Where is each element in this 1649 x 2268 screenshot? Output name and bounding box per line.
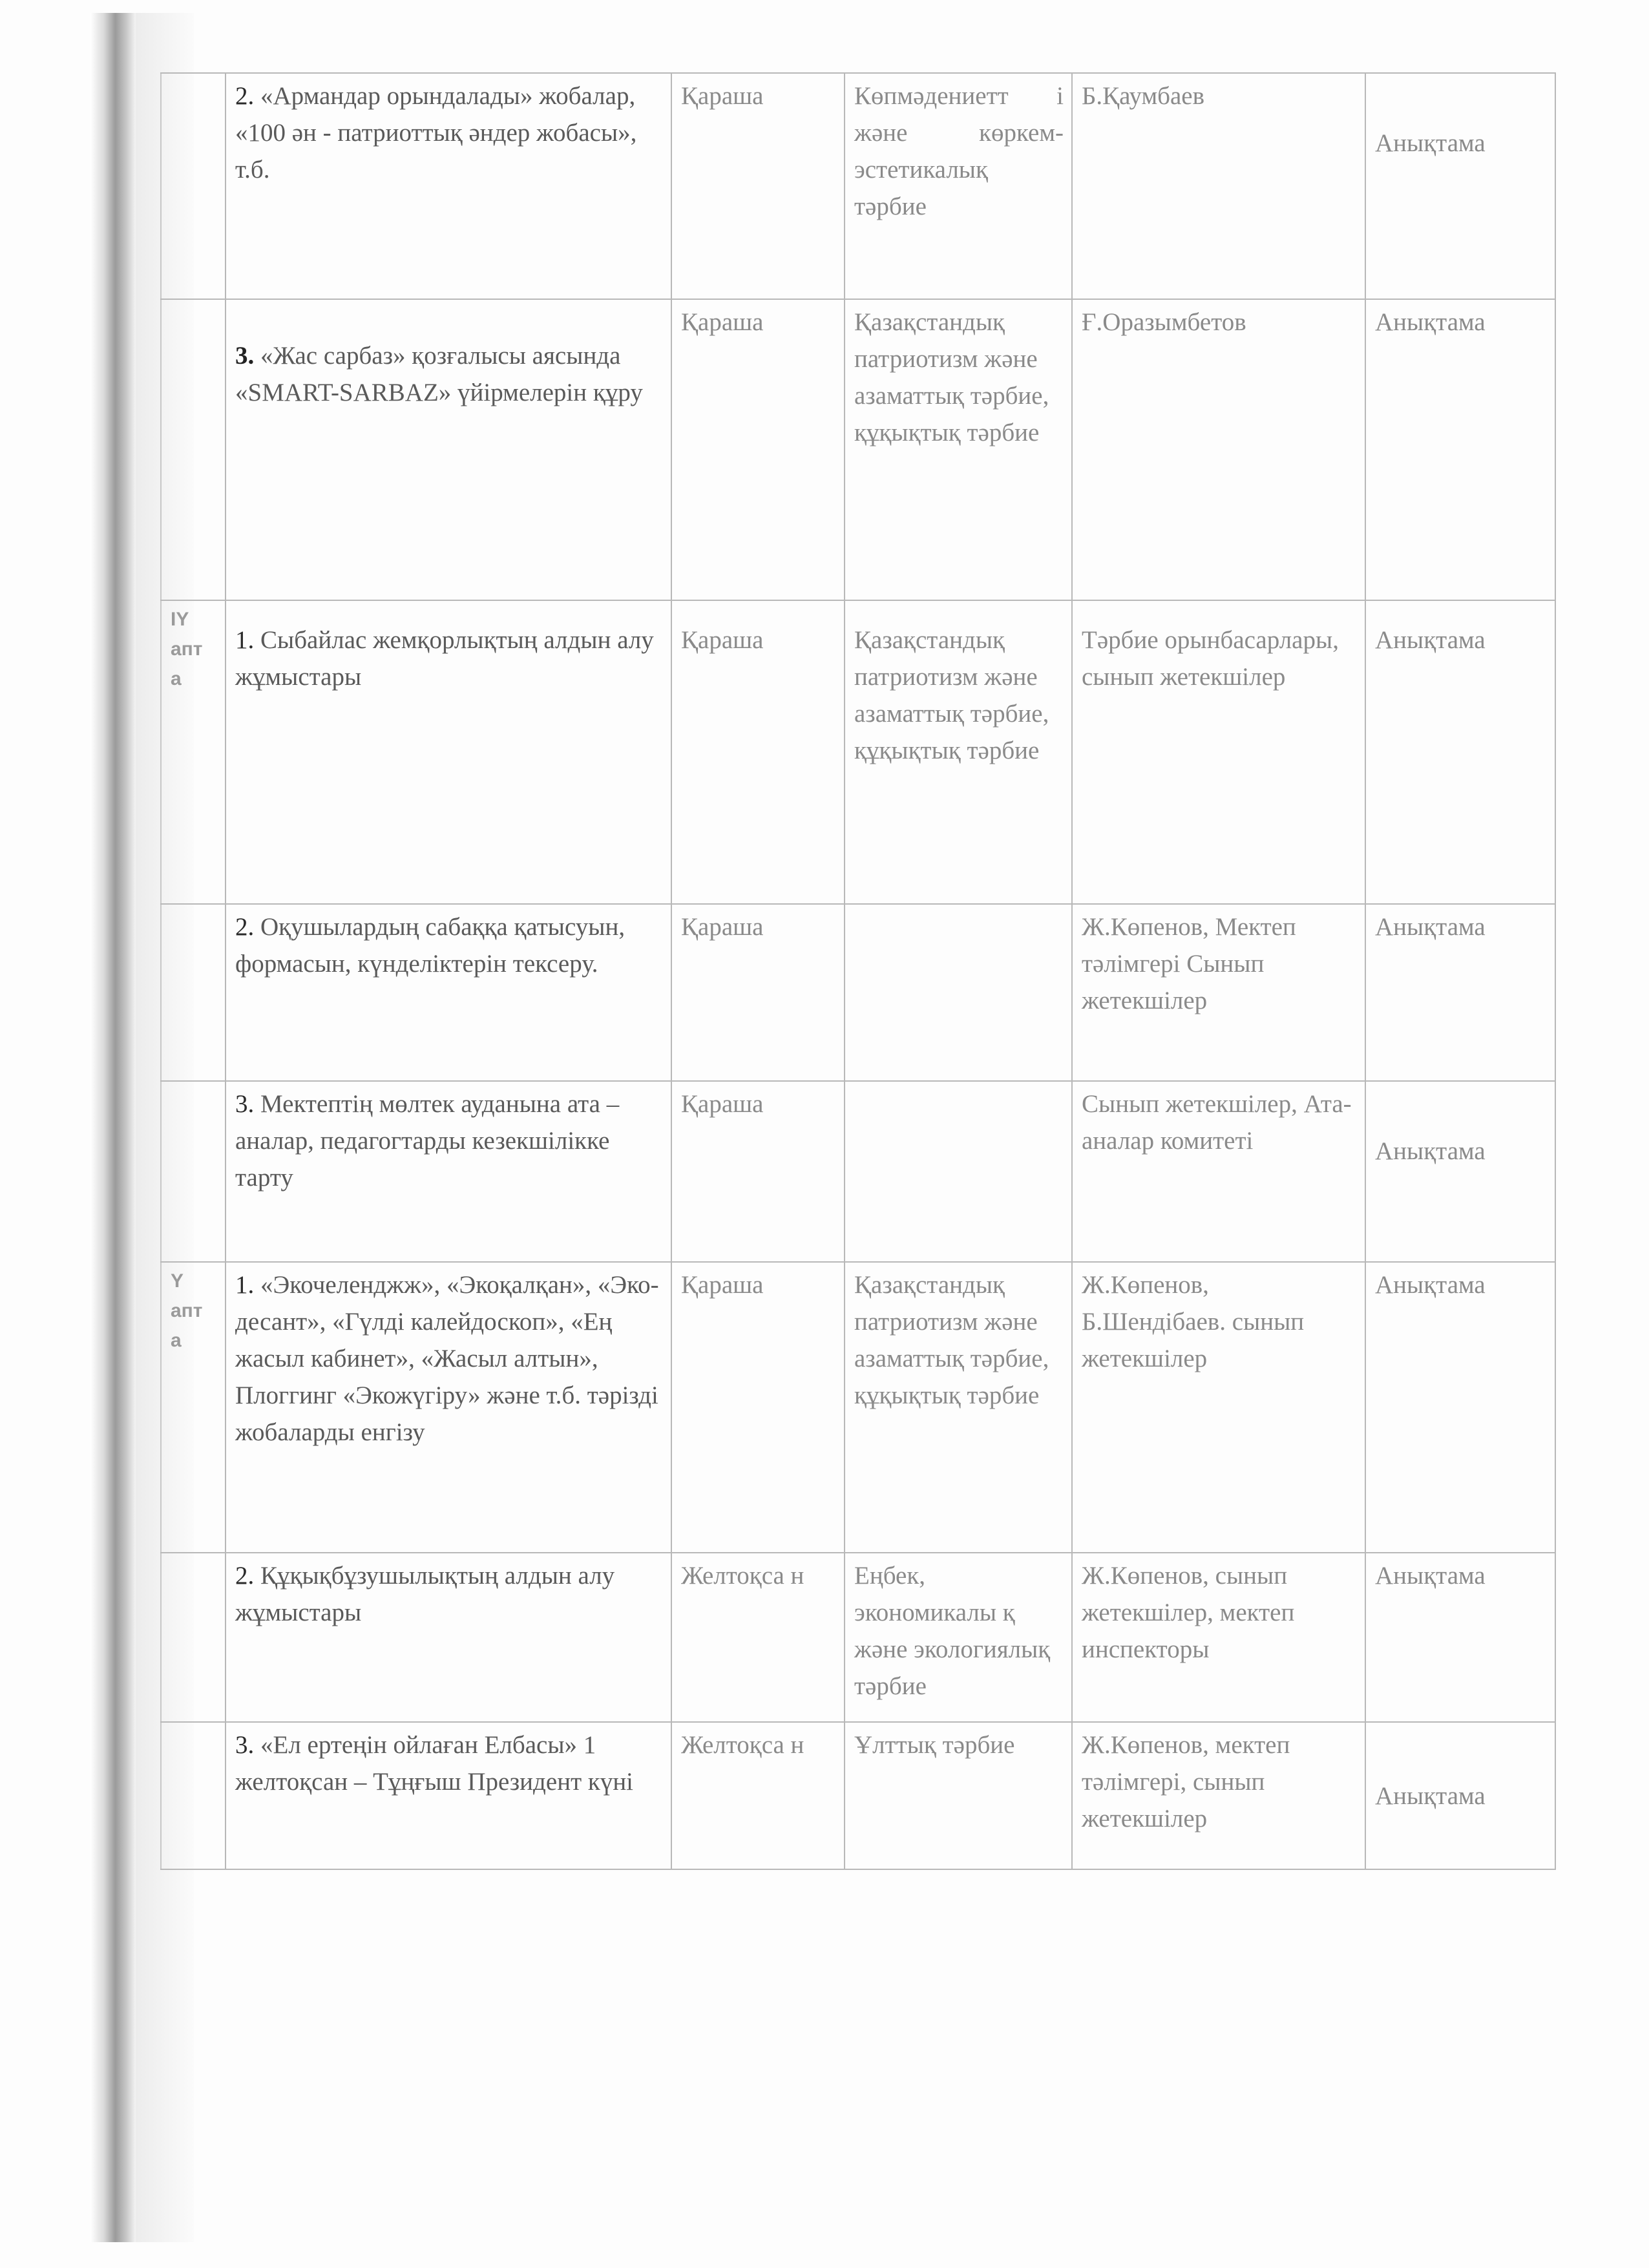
activity-number: 3. bbox=[235, 1090, 255, 1118]
direction-cell: Қазақстандық патриотизм және азаматтық тәрбие, құқықтық тәрбие bbox=[845, 299, 1072, 600]
work-plan-table bbox=[160, 72, 1556, 1870]
activity-text: Оқушылардың сабаққа қатысуын, формасын, күнделіктерін тексеру. bbox=[235, 913, 625, 978]
direction-cell: Қазақстандық патриотизм және азаматтық тәрбие, құқықтық тәрбие bbox=[845, 1262, 1072, 1553]
responsible-cell: Ж.Көпенов, сынып жетекшілер, мектеп инспекторы bbox=[1072, 1553, 1365, 1722]
activity-number: 3. bbox=[235, 1731, 255, 1759]
direction-cell: Еңбек, экономикалы қ және экологиялық тәрбие bbox=[845, 1553, 1072, 1722]
report-cell: Анықтама bbox=[1365, 1722, 1555, 1869]
activity-text: Сыбайлас жемқорлықтың алдын алу жұмыстары bbox=[235, 626, 654, 691]
activity-number: 2. bbox=[235, 1562, 255, 1590]
report-cell: Анықтама bbox=[1365, 73, 1555, 299]
week-cell bbox=[161, 1081, 226, 1262]
month-cell: Желтоқса н bbox=[671, 1553, 845, 1722]
activity-text: «Экочеленджж», «Экоқалқан», «Эко-десант», «Гүлді калейдоскоп», «Ең жасыл кабинет», «Жасыл алтын», Плоггинг «Экожүгіру» және т.б. тәрізді жобаларды енгізу bbox=[235, 1271, 659, 1446]
activity-number: 3. bbox=[235, 342, 255, 370]
report-cell: Анықтама bbox=[1365, 1081, 1555, 1262]
direction-cell: Ұлттық тәрбие bbox=[845, 1722, 1072, 1869]
month-cell: Қараша bbox=[671, 73, 845, 299]
month-cell: Қараша bbox=[671, 1262, 845, 1553]
week-cell bbox=[161, 299, 226, 600]
responsible-cell: Ж.Көпенов, Б.Шендібаев. сынып жетекшілер bbox=[1072, 1262, 1365, 1553]
responsible-cell: Ғ.Оразымбетов bbox=[1072, 299, 1365, 600]
table-row bbox=[161, 299, 1555, 600]
activity-cell bbox=[226, 1081, 671, 1262]
week-cell bbox=[161, 1722, 226, 1869]
activity-number: 2. bbox=[235, 913, 255, 941]
activity-text: Құқықбұзушылықтың алдын алу жұмыстары bbox=[235, 1562, 615, 1626]
table-row bbox=[161, 1553, 1555, 1722]
month-cell: Қараша bbox=[671, 904, 845, 1081]
table-row bbox=[161, 73, 1555, 299]
table-row bbox=[161, 1262, 1555, 1553]
report-cell: Анықтама bbox=[1365, 1553, 1555, 1722]
activity-cell bbox=[226, 1262, 671, 1553]
report-cell: Анықтама bbox=[1365, 299, 1555, 600]
table-row bbox=[161, 600, 1555, 904]
report-cell: Анықтама bbox=[1365, 904, 1555, 1081]
activity-cell bbox=[226, 299, 671, 600]
activity-text: «Ел ертеңін ойлаған Елбасы» 1 желтоқсан – Тұңғыш Президент күні bbox=[235, 1731, 634, 1796]
activity-text: «Жас сарбаз» қозғалысы аясында «SMART-SARBAZ» үйірмелерін құру bbox=[235, 342, 643, 406]
activity-number: 1. bbox=[235, 626, 255, 654]
week-cell: Y апт а bbox=[161, 1262, 226, 1553]
responsible-cell: Сынып жетекшілер, Ата-аналар комитеті bbox=[1072, 1081, 1365, 1262]
month-cell: Қараша bbox=[671, 299, 845, 600]
week-cell: IY апт а bbox=[161, 600, 226, 904]
activity-text: «Армандар орындалады» жобалар, «100 ән - патриоттық әндер жобасы», т.б. bbox=[235, 82, 637, 184]
direction-cell: Көпмәдениетт і және көркем-эстетикалық тәрбие bbox=[845, 73, 1072, 299]
activity-cell bbox=[226, 1553, 671, 1722]
table-row bbox=[161, 1081, 1555, 1262]
activity-number: 1. bbox=[235, 1271, 255, 1299]
table-row bbox=[161, 1722, 1555, 1869]
responsible-cell: Ж.Көпенов, Мектеп тәлімгері Сынып жетекшілер bbox=[1072, 904, 1365, 1081]
activity-text: Мектептің мөлтек ауданына ата – аналар, педагогтарды кезекшілікке тарту bbox=[235, 1090, 620, 1192]
activity-cell bbox=[226, 73, 671, 299]
week-cell bbox=[161, 73, 226, 299]
week-cell bbox=[161, 1553, 226, 1722]
activity-number: 2. bbox=[235, 82, 255, 110]
report-cell: Анықтама bbox=[1365, 1262, 1555, 1553]
month-cell: Қараша bbox=[671, 1081, 845, 1262]
direction-cell bbox=[845, 1081, 1072, 1262]
report-cell: Анықтама bbox=[1365, 600, 1555, 904]
direction-cell: Қазақстандық патриотизм және азаматтық тәрбие, құқықтық тәрбие bbox=[845, 600, 1072, 904]
table-row bbox=[161, 904, 1555, 1081]
month-cell: Желтоқса н bbox=[671, 1722, 845, 1869]
activity-cell bbox=[226, 1722, 671, 1869]
binding-shadow bbox=[90, 13, 136, 2242]
week-cell bbox=[161, 904, 226, 1081]
responsible-cell: Ж.Көпенов, мектеп тәлімгері, сынып жетекшілер bbox=[1072, 1722, 1365, 1869]
activity-cell bbox=[226, 904, 671, 1081]
responsible-cell: Тәрбие орынбасарлары, сынып жетекшілер bbox=[1072, 600, 1365, 904]
responsible-cell: Б.Қаумбаев bbox=[1072, 73, 1365, 299]
direction-cell bbox=[845, 904, 1072, 1081]
activity-cell bbox=[226, 600, 671, 904]
month-cell: Қараша bbox=[671, 600, 845, 904]
